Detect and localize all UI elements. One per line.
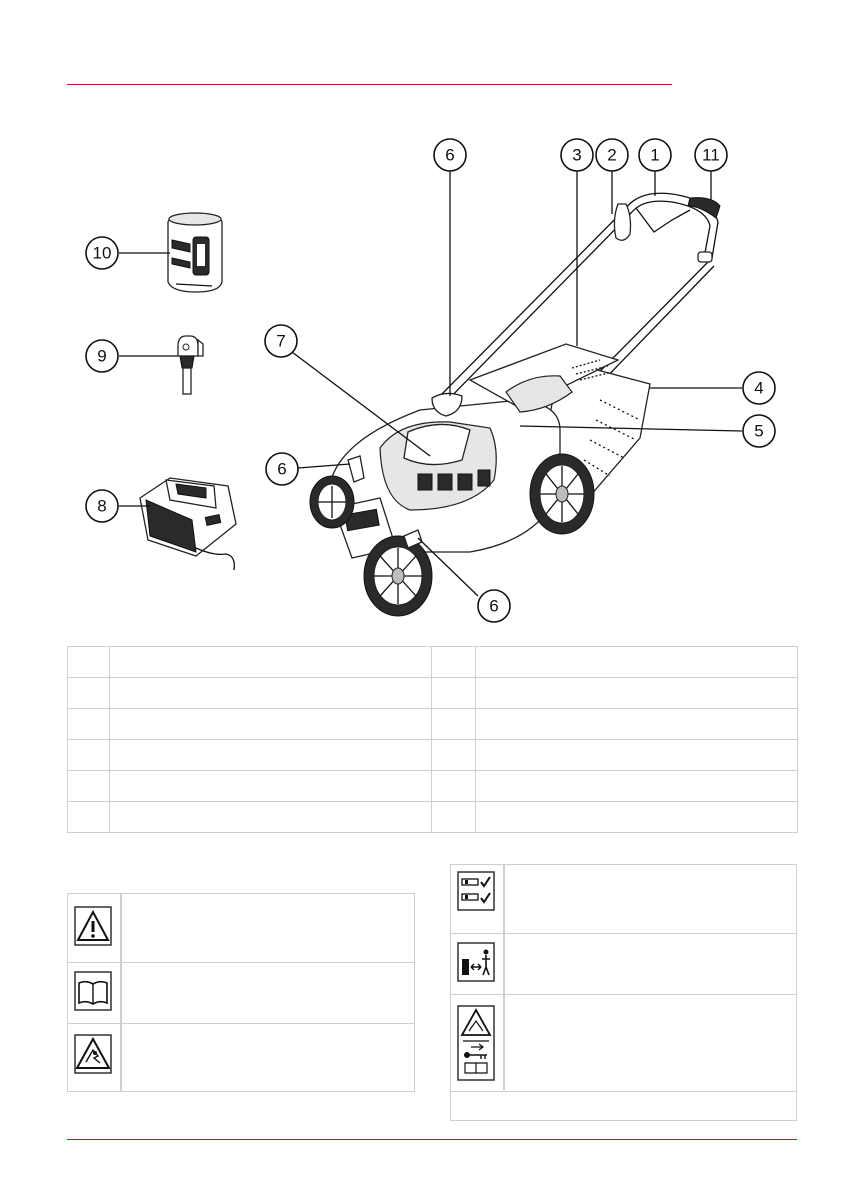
table-cell xyxy=(68,678,110,709)
callout-5 xyxy=(743,415,775,447)
lawnmower-illustration xyxy=(310,193,720,616)
svg-text:2: 2 xyxy=(607,145,617,165)
safety-symbols-left xyxy=(67,893,415,1092)
callout-6-top xyxy=(434,139,466,171)
table-cell xyxy=(68,647,110,678)
svg-text:8: 8 xyxy=(97,496,107,516)
table-cell xyxy=(432,678,476,709)
table-row xyxy=(68,771,798,802)
keep-distance-icon xyxy=(457,942,495,982)
symbol-row xyxy=(68,1024,414,1093)
callout-8 xyxy=(86,490,118,522)
callout-11 xyxy=(695,139,727,171)
table-cell xyxy=(476,647,798,678)
symbol-row xyxy=(451,934,796,995)
svg-text:4: 4 xyxy=(754,378,764,398)
battery-charger-illustration xyxy=(140,478,236,570)
svg-text:5: 5 xyxy=(754,421,764,441)
remove-key-before-maintenance-icon xyxy=(457,1005,495,1081)
table-row xyxy=(68,647,798,678)
table-cell xyxy=(110,771,432,802)
callout-2 xyxy=(596,139,628,171)
table-row xyxy=(68,709,798,740)
svg-text:3: 3 xyxy=(572,145,582,165)
table-cell xyxy=(476,740,798,771)
table-row xyxy=(68,802,798,833)
svg-text:6: 6 xyxy=(277,459,287,479)
svg-text:6: 6 xyxy=(489,596,499,616)
table-cell xyxy=(68,740,110,771)
table-cell xyxy=(110,647,432,678)
table-cell xyxy=(110,678,432,709)
table-row xyxy=(68,740,798,771)
callout-6-bottom xyxy=(478,590,510,622)
symbol-row xyxy=(451,995,796,1092)
table-cell xyxy=(432,709,476,740)
table-cell xyxy=(432,647,476,678)
symbol-row xyxy=(451,865,796,934)
table-cell xyxy=(476,802,798,833)
battery-illustration xyxy=(168,213,222,292)
symbol-row xyxy=(68,963,414,1024)
table-cell xyxy=(476,678,798,709)
callout-9 xyxy=(86,340,118,372)
table-row xyxy=(68,678,798,709)
svg-text:7: 7 xyxy=(276,331,286,351)
blade-hazard-icon xyxy=(74,1034,112,1074)
charging-check-icon xyxy=(457,871,495,911)
read-manual-icon xyxy=(74,971,112,1011)
table-cell xyxy=(68,709,110,740)
svg-text:11: 11 xyxy=(702,145,720,165)
table-cell xyxy=(110,802,432,833)
safety-key-illustration xyxy=(178,336,203,394)
safety-symbols-right xyxy=(450,864,797,1121)
callout-4 xyxy=(743,372,775,404)
svg-text:6: 6 xyxy=(445,145,455,165)
svg-text:9: 9 xyxy=(97,346,107,366)
table-cell xyxy=(68,802,110,833)
svg-text:1: 1 xyxy=(650,145,660,165)
table-cell xyxy=(476,709,798,740)
callout-10 xyxy=(86,237,118,269)
table-cell xyxy=(432,740,476,771)
table-cell xyxy=(476,771,798,802)
front-left-wheel xyxy=(310,476,354,528)
rear-wheel xyxy=(530,454,594,534)
callout-3 xyxy=(561,139,593,171)
table-cell xyxy=(110,740,432,771)
footer-rule xyxy=(67,1139,797,1140)
callout-1 xyxy=(639,139,671,171)
callout-6-left xyxy=(266,453,298,485)
table-cell xyxy=(110,709,432,740)
table-cell xyxy=(432,802,476,833)
front-right-wheel xyxy=(364,536,432,616)
callout-7 xyxy=(265,325,297,357)
svg-text:10: 10 xyxy=(92,243,112,263)
table-cell xyxy=(68,771,110,802)
parts-table xyxy=(67,646,798,833)
table-cell xyxy=(432,771,476,802)
symbol-row xyxy=(68,894,414,963)
warning-triangle-icon xyxy=(74,906,112,946)
